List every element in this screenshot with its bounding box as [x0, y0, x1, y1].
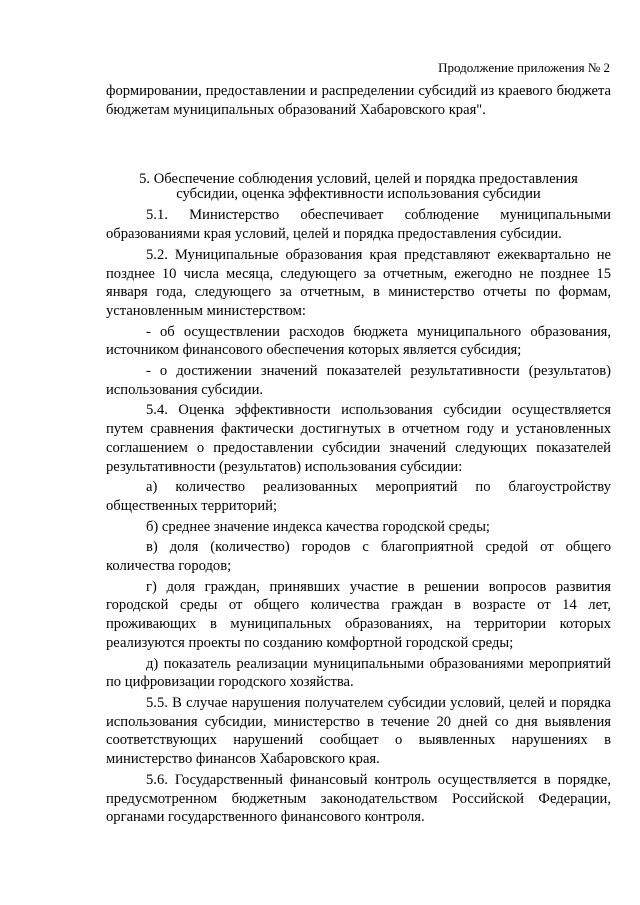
paragraph-5-2-item-2: - о достижении значений показателей результативности (результатов) использования субсидии.	[106, 363, 611, 398]
paragraph-5-4: 5.4. Оценка эффективности использования субсидии осуществляется путем сравнения фактически достигнутых в отчетном году и установленных соглашением о предоставлении субсидии значений следующих показателей результативности (результатов) использования субсидии:	[106, 402, 611, 475]
paragraph-5-4-b: б) среднее значение индекса качества городской среды;	[146, 518, 490, 535]
paragraph-5-4-g: г) доля граждан, принявших участие в решении вопросов развития городской среды от общего количества граждан в возрасте от 14 лет, проживающих в муниципальных образованиях, на территории которых реализуются проекты по созданию комфортной городской среды;	[106, 578, 611, 651]
paragraph-5-4-d: д) показатель реализации муниципальными образованиями мероприятий по цифровизации городского хозяйства.	[106, 655, 611, 691]
paragraph-5-4-v: в) доля (количество) городов с благоприятной средой от общего количества городов;	[106, 539, 611, 575]
section-title-line-2: субсидии, оценка эффективности использования субсидии	[176, 186, 541, 203]
section-title	[106, 172, 611, 202]
paragraph-5-1: 5.1. Министерство обеспечивает соблюдение муниципальными образованиями края условий, целей и порядка предоставления субсидии.	[106, 207, 611, 243]
paragraph-5-2-item-1: - об осуществлении расходов бюджета муниципального образования, источником финансового обеспечения которых является субсидия;	[106, 323, 611, 359]
section-title-line-1: 5. Обеспечение соблюдения условий, целей и порядка предоставления	[139, 171, 578, 188]
paragraph-5-2: 5.2. Муниципальные образования края представляют ежеквартально не позднее 10 числа месяца, следующего за отчетным, ежегодно не позднее 15 января года, следующего за отчетным, в министерство отчеты по формам, установленным министерством:	[106, 246, 611, 319]
paragraph-5-5: 5.5. В случае нарушения получателем субсидии условий, целей и порядка использования субсидии, министерство в течение 20 дней со дня выявления соответствующих нарушений сообщает о выявленных нарушениях в министерство финансов Хабаровского края.	[106, 694, 611, 768]
paragraph-5-6: 5.6. Государственный финансовый контроль осуществляется в порядке, предусмотренном бюджетным законодательством Российской Федерации, органами государственного финансового контроля.	[106, 771, 611, 826]
appendix-continuation-note: Продолжение приложения № 2	[438, 60, 610, 75]
paragraph-5-4-a: а) количество реализованных мероприятий по благоустройству общественных территорий;	[106, 479, 611, 514]
continuation-paragraph: формировании, предоставлении и распределении субсидий из краевого бюджета бюджетам муниципальных образований Хабаровского края".	[106, 83, 611, 118]
document-body	[106, 82, 611, 827]
